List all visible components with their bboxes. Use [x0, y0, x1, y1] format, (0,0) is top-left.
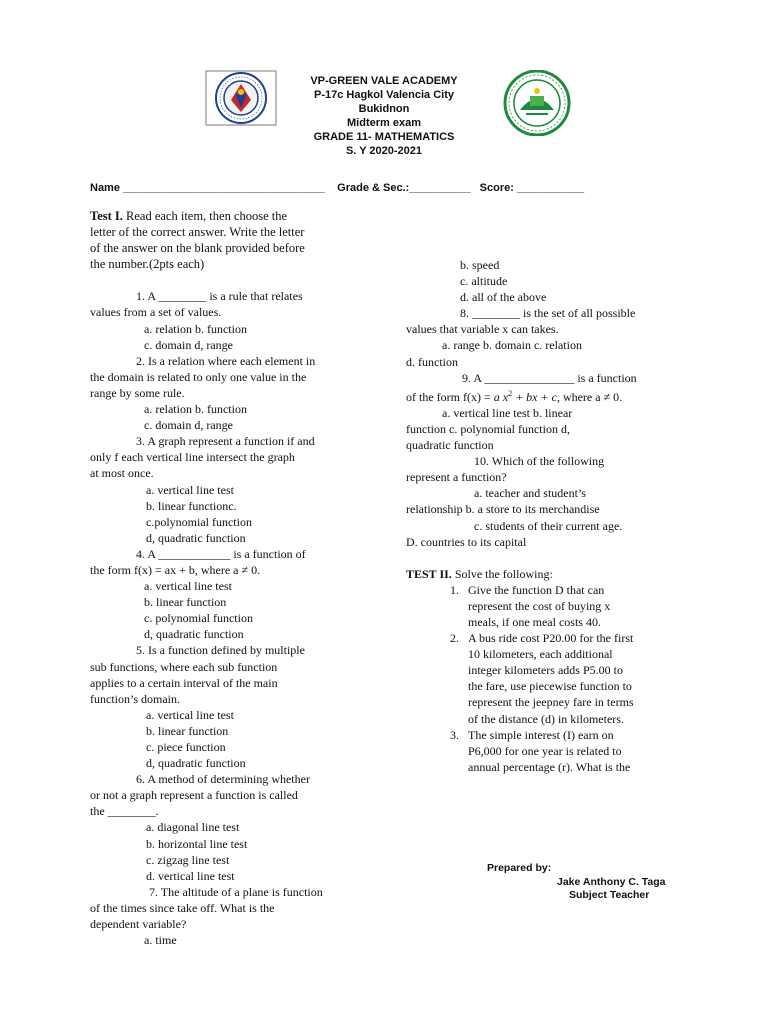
- question-line: b. linear functionc.: [146, 498, 237, 513]
- question-line: 2. Is a relation where each element in: [136, 353, 316, 368]
- question-line: d. vertical line test: [146, 868, 235, 883]
- test1-questions-right-2: [406, 405, 678, 550]
- student-info-row: [90, 182, 690, 194]
- question-line: 6. A method of determining whether: [136, 772, 310, 787]
- question-line: function c. polynomial function d,: [406, 421, 570, 436]
- question-line: a. teacher and student’s: [474, 486, 586, 501]
- problem-line: meals, if one meal costs 40.: [468, 614, 601, 629]
- question-line: a. relation b. function: [144, 402, 247, 417]
- question-line: b. linear function: [146, 723, 229, 738]
- question-line: b. linear function: [144, 595, 227, 610]
- question-line: the domain is related to only one value in the: [90, 369, 307, 384]
- question-line: 9. A _______________ is a function: [462, 370, 637, 385]
- question-line: at most once.: [90, 466, 154, 481]
- question-line: the ________.: [90, 804, 159, 819]
- question-line: a. time: [144, 933, 177, 948]
- school-name: VP-GREEN VALE ACADEMY: [310, 75, 458, 87]
- question-line: b. horizontal line test: [146, 836, 248, 851]
- question-line: 5. Is a function defined by multiple: [136, 643, 305, 658]
- question-line: d, quadratic function: [146, 530, 246, 545]
- question-line: c. domain d, range: [144, 418, 233, 433]
- question-line: d. function: [406, 354, 458, 369]
- question-line: the form f(x) = ax + b, where a ≠ 0.: [90, 562, 261, 577]
- test1-questions-right: [406, 257, 678, 386]
- question-line: 8. ________ is the set of all possible: [460, 306, 636, 321]
- question-line: 3. A graph represent a function if and: [136, 434, 315, 449]
- question-line: 1. A ________ is a rule that relates: [136, 289, 303, 304]
- question-line: values that variable x can takes.: [406, 322, 559, 337]
- question-line: range by some rule.: [90, 385, 185, 400]
- score-field[interactable]: Score: ___________: [479, 182, 585, 194]
- question-line: a. vertical line test: [144, 579, 232, 594]
- subject-name: GRADE 11- MATHEMATICS: [313, 131, 455, 143]
- question-line: a. diagonal line test: [146, 820, 240, 835]
- question-line: a. vertical line test: [146, 482, 234, 497]
- question-line: applies to a certain interval of the main: [90, 675, 278, 690]
- test2-problem: [462, 630, 678, 727]
- prepared-by-label: Prepared by:: [487, 862, 552, 874]
- question-line: quadratic function: [406, 438, 494, 453]
- question-line: function’s domain.: [90, 691, 180, 706]
- problem-line: A bus ride cost P20.00 for the first: [468, 631, 634, 646]
- test2-title: TEST II.: [406, 566, 452, 581]
- question-line: c. students of their current age.: [474, 518, 623, 533]
- test2-problem: [462, 582, 678, 630]
- question-line: represent a function?: [406, 470, 507, 485]
- question-line: a. relation b. function: [144, 321, 247, 336]
- test1-title: Test I.: [90, 209, 123, 223]
- question-line: a. range b. domain c. relation: [442, 338, 582, 353]
- question-line: or not a graph represent a function is called: [90, 788, 298, 803]
- question-line: sub functions, where each sub function: [90, 659, 278, 674]
- name-field[interactable]: Name _________________________________: [90, 182, 325, 194]
- problem-line: annual percentage (r). What is the: [468, 759, 631, 774]
- question-line: d, quadratic function: [146, 756, 246, 771]
- question-line: c. zigzag line test: [146, 852, 230, 867]
- problem-line: P6,000 for one year is related to: [468, 743, 622, 758]
- question-line: d. all of the above: [460, 290, 547, 305]
- school-province: Bukidnon: [358, 103, 410, 115]
- problem-line: of the distance (d) in kilometers.: [468, 711, 624, 726]
- question-line: 7. The altitude of a plane is function: [149, 884, 323, 899]
- question-line: 10. Which of the following: [474, 454, 605, 469]
- question-line: a. vertical line test b. linear: [442, 405, 573, 420]
- teacher-name: Jake Anthony C. Taga: [557, 876, 666, 888]
- problem-line: the fare, use piecewise function to: [468, 679, 632, 694]
- question-line: a. vertical line test: [146, 707, 234, 722]
- problem-line: represent the jeepney fare in terms: [468, 695, 634, 710]
- problem-line: Give the function D that can: [468, 582, 605, 597]
- question-line: of the times since take off. What is the: [90, 900, 275, 915]
- question-line: b. speed: [460, 258, 500, 272]
- school-address: P-17c Hagkol Valencia City: [313, 89, 454, 101]
- grade-section-field[interactable]: Grade & Sec.:__________: [337, 182, 471, 194]
- problem-line: The simple interest (I) earn on: [468, 727, 614, 742]
- question-line: c. altitude: [460, 274, 508, 289]
- question-line: c. domain d, range: [144, 337, 233, 352]
- question-line: relationship b. a store to its merchandise: [406, 502, 600, 517]
- document-header: [0, 74, 768, 158]
- test2-problem-list: [406, 582, 678, 775]
- question-line: dependent variable?: [90, 917, 187, 932]
- question-line: c. piece function: [146, 740, 226, 754]
- question-line: 4. A ____________ is a function of: [136, 546, 306, 561]
- left-column: [90, 208, 366, 948]
- exam-name: Midterm exam: [347, 117, 421, 129]
- question-line: D. countries to its capital: [406, 534, 527, 549]
- right-column: [406, 257, 678, 775]
- problem-line: integer kilometers adds P5.00 to: [468, 663, 623, 678]
- question-line: d, quadratic function: [144, 627, 244, 642]
- question-line: c.polynomial function: [146, 514, 252, 529]
- question-line: c. polynomial function: [144, 611, 253, 626]
- school-year: S. Y 2020-2021: [345, 145, 423, 157]
- problem-line: represent the cost of buying x: [468, 598, 611, 613]
- test2-problem: [462, 727, 678, 775]
- test1-questions-left: [90, 288, 366, 948]
- question-line: values from a set of values.: [90, 305, 222, 320]
- test1-instructions: Test I. Read each item, then choose the letter of the correct answer. Write the letter of the answer on the blank provided before the number.(2pts each): [90, 209, 305, 272]
- problem-line: 10 kilometers, each additional: [468, 647, 613, 662]
- question-line: only f each vertical line intersect the graph: [90, 450, 295, 465]
- question-9-form: of the form f(x) = a $x^2$ + bx + c, where a ≠ 0.: [406, 388, 623, 404]
- teacher-role: Subject Teacher: [569, 889, 650, 901]
- test2-heading: TEST II. Solve the following:: [406, 566, 553, 581]
